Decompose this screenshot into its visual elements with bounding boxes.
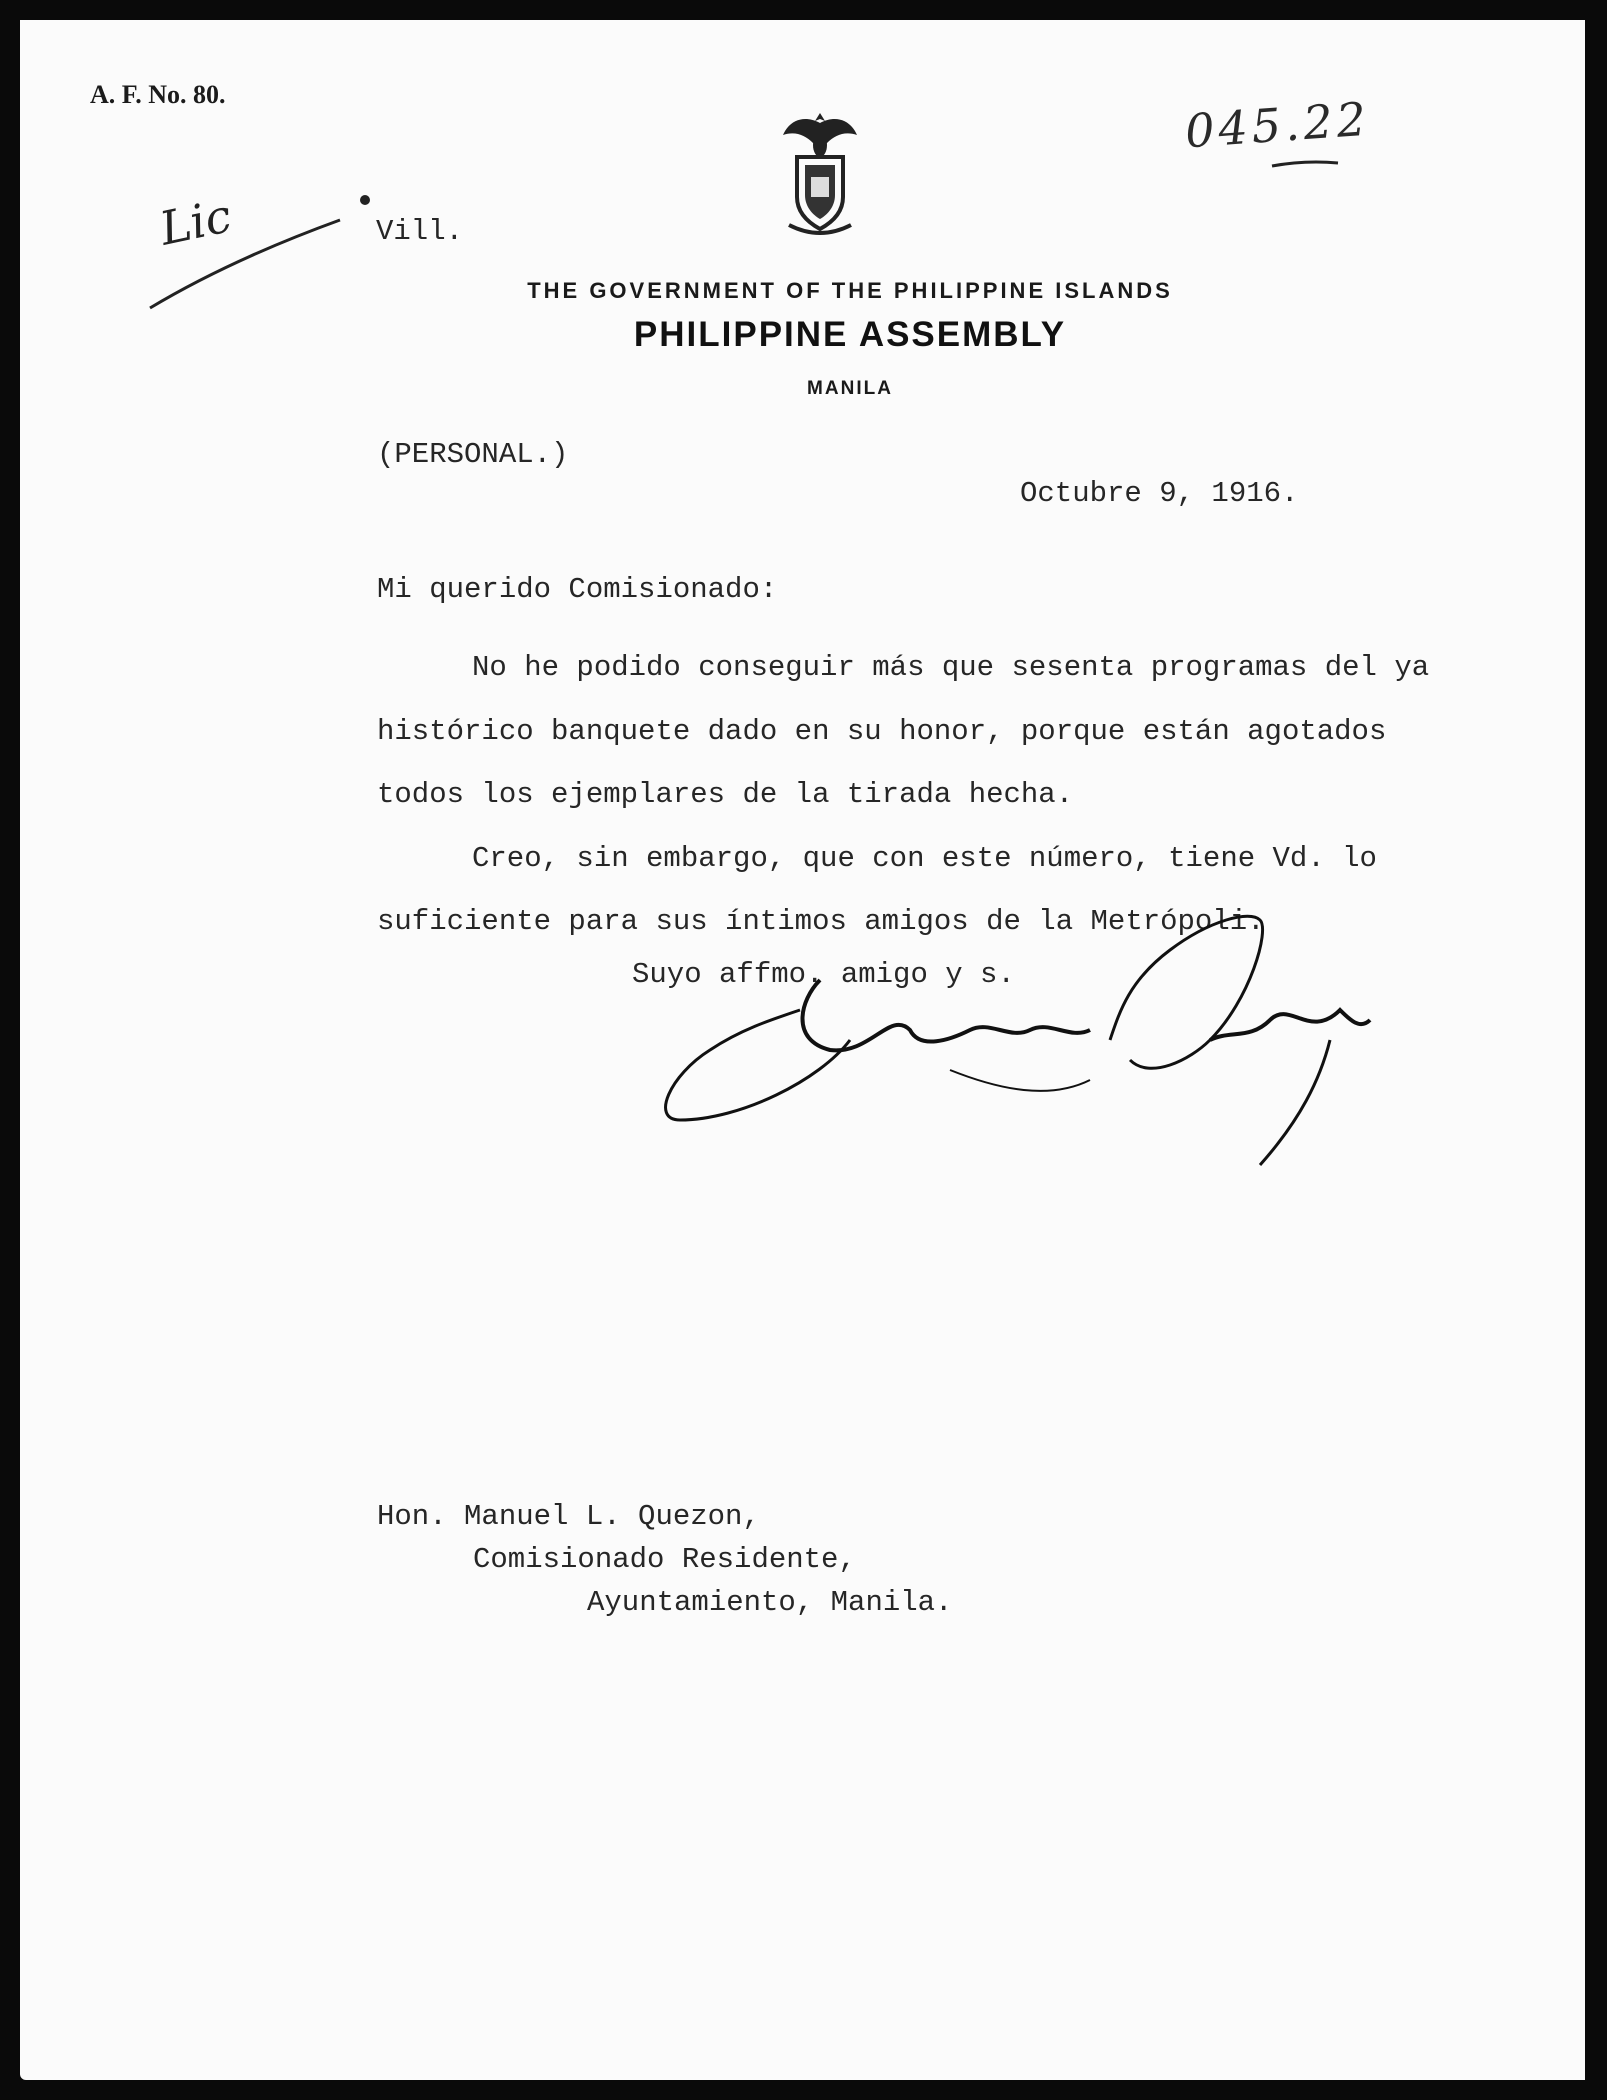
closing: Suyo affmo. amigo y s. xyxy=(632,958,1015,991)
addressee-location: Ayuntamiento, Manila. xyxy=(587,1586,953,1619)
personal-marking: (PERSONAL.) xyxy=(377,438,569,471)
eagle-seal-icon xyxy=(775,105,865,245)
addressee-title: Comisionado Residente, xyxy=(473,1543,856,1576)
addressee-name: Hon. Manuel L. Quezon, xyxy=(377,1500,760,1533)
handwritten-initials: Lic xyxy=(155,188,236,256)
file-reference: Vill. xyxy=(376,215,464,248)
body-paragraph: Creo, sin embargo, que con este número, tiene Vd. lo suficiente para sus íntimos amigos de la Metrópoli. xyxy=(377,841,1377,938)
letterhead-assembly: PHILIPPINE ASSEMBLY xyxy=(633,315,1067,354)
handwritten-underline xyxy=(1270,158,1340,170)
letter-page xyxy=(20,20,1585,2080)
form-number: A. F. No. 80. xyxy=(90,80,226,109)
handwritten-file-code: 045.22 xyxy=(1183,91,1372,159)
letter-date: Octubre 9, 1916. xyxy=(1020,477,1299,510)
letterhead-city: MANILA xyxy=(807,378,893,399)
body-paragraph: No he podido conseguir más que sesenta programas del ya histórico banquete dado en su honor, porque están agotados todos los ejemplares de la tirada hecha. xyxy=(377,651,1430,811)
salutation: Mi querido Comisionado: xyxy=(377,573,778,606)
letterhead-government: THE GOVERNMENT OF THE PHILIPPINE ISLANDS xyxy=(527,278,1173,303)
signature xyxy=(650,890,1410,1190)
